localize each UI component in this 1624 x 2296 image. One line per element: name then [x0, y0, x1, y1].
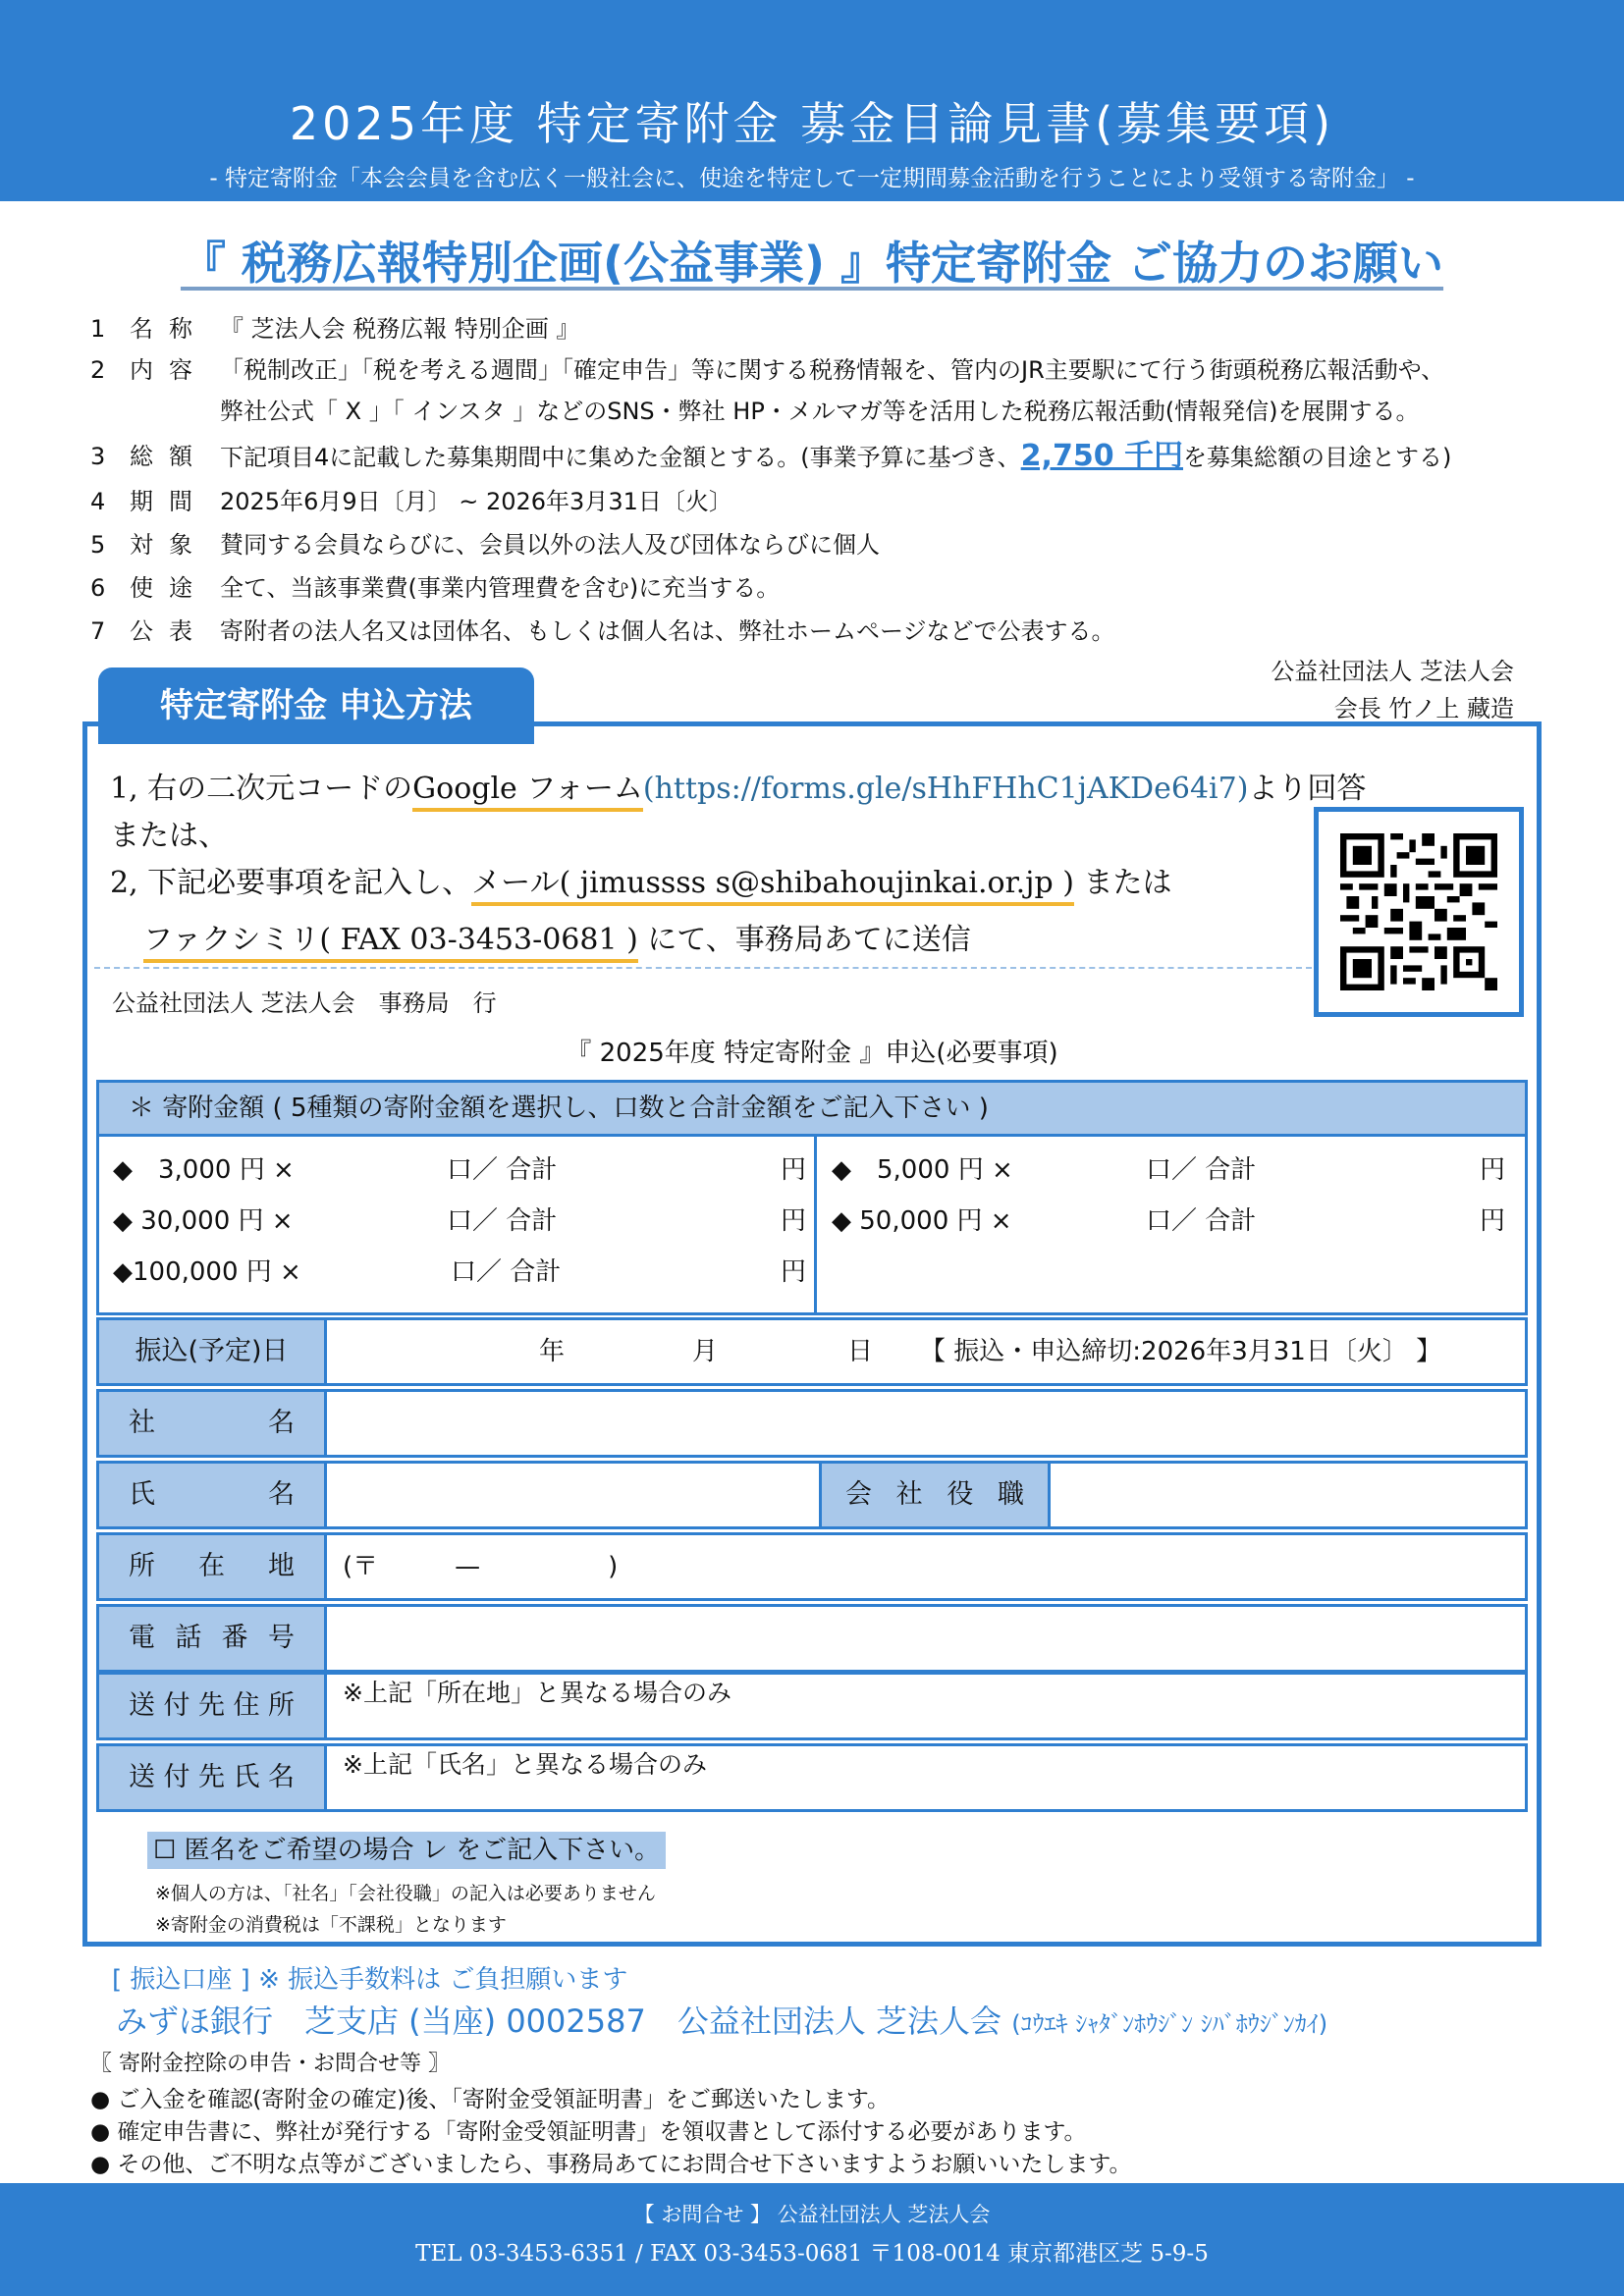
unit-total-label: 口／ 合計 — [447, 1155, 558, 1185]
amount-divider — [814, 1137, 817, 1312]
divider — [94, 967, 1312, 969]
bank-info — [116, 1997, 1327, 2042]
item-label: 使途 — [130, 574, 208, 602]
unit-total-label: 口／ 合計 — [1146, 1155, 1257, 1185]
amount-value: ◆ 5,000 円 × — [832, 1155, 1013, 1185]
bank-account: みずほ銀行 芝支店 (当座) 0002587 公益社団法人 芝法人会 — [116, 2002, 1012, 2040]
yen-label: 円 — [781, 1257, 807, 1287]
item-text: 弊社公式「 X 」「 インスタ 」などのSNS・弊社 HP・メルマガ等を活用した税務広報活動(情報発信)を展開する。 — [220, 398, 1420, 425]
unit-total-label: 口／ 合計 — [1146, 1206, 1257, 1236]
item-label: 総額 — [130, 443, 208, 470]
application-tab: 特定寄附金 申込方法 — [98, 667, 534, 744]
method-text: または — [1073, 866, 1172, 900]
deadline-text: 【 振込・申込締切:2026年3月31日〔火〕 】 — [920, 1337, 1442, 1366]
item-number: 7 — [90, 617, 106, 645]
method-line-3 — [110, 858, 1171, 901]
item-number: 5 — [90, 531, 106, 559]
name-label: 氏名 — [99, 1464, 327, 1526]
yen-label: 円 — [781, 1206, 807, 1236]
company-label: 社名 — [99, 1392, 327, 1455]
main-title: 『 税務広報特別企画(公益事業) 』特定寄附金 ご協力のお願い — [180, 237, 1444, 290]
signature — [1271, 653, 1514, 727]
deduction-bullet: ● 確定申告書に、弊社が発行する「寄附金受領証明書」を領収書として添付する必要があります。 — [90, 2119, 1087, 2145]
row-phone — [96, 1604, 1528, 1673]
item-text: 『 芝法人会 税務広報 特別企画 』 — [220, 315, 580, 343]
name-input[interactable] — [331, 1464, 822, 1526]
role-input[interactable] — [1054, 1464, 1525, 1526]
method-line-1 — [110, 764, 1366, 807]
fax-number: ファクシミリ( FAX 03-3453-0681 ) — [143, 923, 638, 963]
form-heading: 『 2025年度 特定寄附金 』申込(必要事項) — [566, 1039, 1058, 1068]
amount-value: ◆100,000 円 × — [113, 1257, 301, 1287]
yen-label: 円 — [1480, 1206, 1506, 1236]
phone-label: 電話番号 — [99, 1607, 327, 1670]
day-field[interactable]: 日 — [847, 1337, 874, 1366]
send-name-label: 送付先氏名 — [99, 1746, 327, 1809]
method-text: より回答 — [1248, 772, 1367, 806]
method-text: にて、事務局あてに送信 — [637, 923, 971, 957]
item-label: 名称 — [130, 315, 208, 343]
unit-total-label: 口／ 合計 — [451, 1257, 562, 1287]
transfer-date-label: 振込(予定)日 — [99, 1320, 327, 1383]
send-address-label: 送付先住所 — [99, 1675, 327, 1737]
role-label: 会社役職 — [819, 1464, 1051, 1526]
deduction-bullet: ● その他、ご不明な点等がございましたら、事務局あてにお問合せ下さいますようお願いいたします。 — [90, 2152, 1132, 2177]
qr-code[interactable] — [1314, 807, 1524, 1017]
item-text: 全て、当該事業費(事業内管理費を含む)に充当する。 — [220, 574, 781, 602]
item-label: 公表 — [130, 617, 208, 645]
yen-label: 円 — [781, 1155, 807, 1185]
amount-option-3000[interactable] — [113, 1150, 807, 1190]
amount-header: ＊ 寄附金額 ( 5種類の寄附金額を選択し、口数と合計金額をご記入下さい ) — [96, 1080, 1528, 1137]
item-text: 寄附者の法人名又は団体名、もしくは個人名は、弊社ホームページなどで公表する。 — [220, 617, 1115, 645]
note-individual: ※個人の方は、「社名」「会社役職」の記入は必要ありません — [155, 1883, 656, 1904]
amount-option-30000[interactable] — [113, 1201, 807, 1241]
budget-amount: 2,750 千円 — [1020, 439, 1184, 473]
item-label: 対象 — [130, 531, 208, 559]
amount-value: ◆ 3,000 円 × — [113, 1155, 295, 1185]
item-number: 1 — [90, 315, 106, 343]
amount-table — [96, 1137, 1528, 1315]
amount-option-50000[interactable] — [832, 1201, 1519, 1241]
deduction-header: 〖 寄附金控除の申告・お問合せ等 〗 — [90, 2052, 450, 2076]
row-send-address — [96, 1672, 1528, 1740]
amount-option-5000[interactable] — [832, 1150, 1519, 1190]
bank-header: [ 振込口座 ] ※ 振込手数料は ご負担願います — [112, 1965, 628, 1995]
deduction-bullet: ● ご入金を確認(寄附金の確定)後、「寄附金受領証明書」をご郵送いたします。 — [90, 2087, 890, 2112]
method-line-4 — [143, 915, 971, 958]
year-field[interactable]: 年 — [539, 1337, 566, 1366]
month-field[interactable]: 月 — [692, 1337, 719, 1366]
google-form-link[interactable]: Google フォーム — [412, 772, 643, 812]
yen-label: 円 — [1480, 1155, 1506, 1185]
item-label: 内容 — [130, 356, 208, 384]
amount-value: ◆ 50,000 円 × — [832, 1206, 1012, 1236]
row-send-name — [96, 1743, 1528, 1812]
footer-address: TEL 03-3453-6351 / FAX 03-3453-0681 〒108-0014 東京都港区芝 5-9-5 — [415, 2241, 1209, 2267]
item-number: 4 — [90, 488, 106, 515]
bank-kana: (ｺｳｴｷ ｼｬﾀﾞﾝﾎｳｼﾞﾝ ｼﾊﾞﾎｳｼﾞﾝｶｲ) — [1011, 2010, 1328, 2038]
row-transfer-date — [96, 1317, 1528, 1386]
email-link[interactable]: メール( jimussss s@shibahoujinkai.or.jp ) — [471, 866, 1074, 906]
row-company — [96, 1389, 1528, 1458]
method-line-2: または、 — [110, 819, 228, 853]
item-text: 2025年6月9日〔月〕 ~ 2026年3月31日〔火〕 — [220, 488, 732, 515]
method-text: 2, 下記必要事項を記入し、 — [110, 866, 472, 900]
method-text: 1, 右の二次元コードの — [110, 772, 413, 806]
anonymous-checkbox[interactable]: ☐ 匿名をご希望の場合 レ をご記入下さい。 — [147, 1832, 666, 1869]
phone-input[interactable] — [331, 1607, 1525, 1670]
header-band — [0, 0, 1624, 201]
qr-code-icon — [1340, 833, 1497, 990]
company-input[interactable] — [331, 1392, 1525, 1455]
item-text: 賛同する会員ならびに、会員以外の法人及び団体ならびに個人 — [220, 531, 880, 559]
footer-band — [0, 2183, 1624, 2296]
page-title: 2025年度 特定寄附金 募金目論見書(募集要項) — [289, 97, 1335, 150]
signature-president: 会長 竹ノ上 藏造 — [1333, 695, 1514, 722]
signature-org: 公益社団法人 芝法人会 — [1271, 658, 1514, 685]
item-text-main: 下記項目4に記載した募集期間中に集めた金額とする。(事業予算に基づき、 — [220, 444, 1021, 471]
send-name-note: ※上記「氏名」と異なる場合のみ — [343, 1750, 707, 1779]
item-text-after: を募集総額の目途とする) — [1183, 444, 1452, 471]
footer-contact: 【 お問合せ 】 公益社団法人 芝法人会 — [633, 2203, 991, 2226]
note-tax: ※寄附金の消費税は「不課税」となります — [155, 1914, 507, 1936]
address-label: 所在地 — [99, 1535, 327, 1598]
office-address: 公益社団法人 芝法人会 事務局 行 — [112, 989, 497, 1017]
item-text: 「税制改正」「税を考える週間」「確定申告」等に関する税務情報を、管内のJR主要駅にて行う街頭税務広報活動や、 — [220, 356, 1445, 384]
item-text — [220, 440, 1451, 474]
item-number: 2 — [90, 356, 106, 384]
postal-code-field[interactable]: (〒 — ) — [343, 1552, 619, 1581]
send-address-note: ※上記「所在地」と異なる場合のみ — [343, 1679, 731, 1707]
item-number: 3 — [90, 443, 106, 470]
unit-total-label: 口／ 合計 — [447, 1206, 558, 1236]
row-name — [96, 1461, 1528, 1529]
row-address — [96, 1532, 1528, 1601]
amount-value: ◆ 30,000 円 × — [113, 1206, 294, 1236]
item-number: 6 — [90, 574, 106, 602]
page-subtitle: - 特定寄附金「本会会員を含む広く一般社会に、使途を特定して一定期間募金活動を行うことにより受領する寄附金」 - — [209, 166, 1415, 191]
form-url-link[interactable]: (https://forms.gle/sHhFHhC1jAKDe64i7) — [642, 772, 1249, 806]
amount-option-100000[interactable] — [113, 1253, 807, 1292]
item-label: 期間 — [130, 488, 208, 515]
